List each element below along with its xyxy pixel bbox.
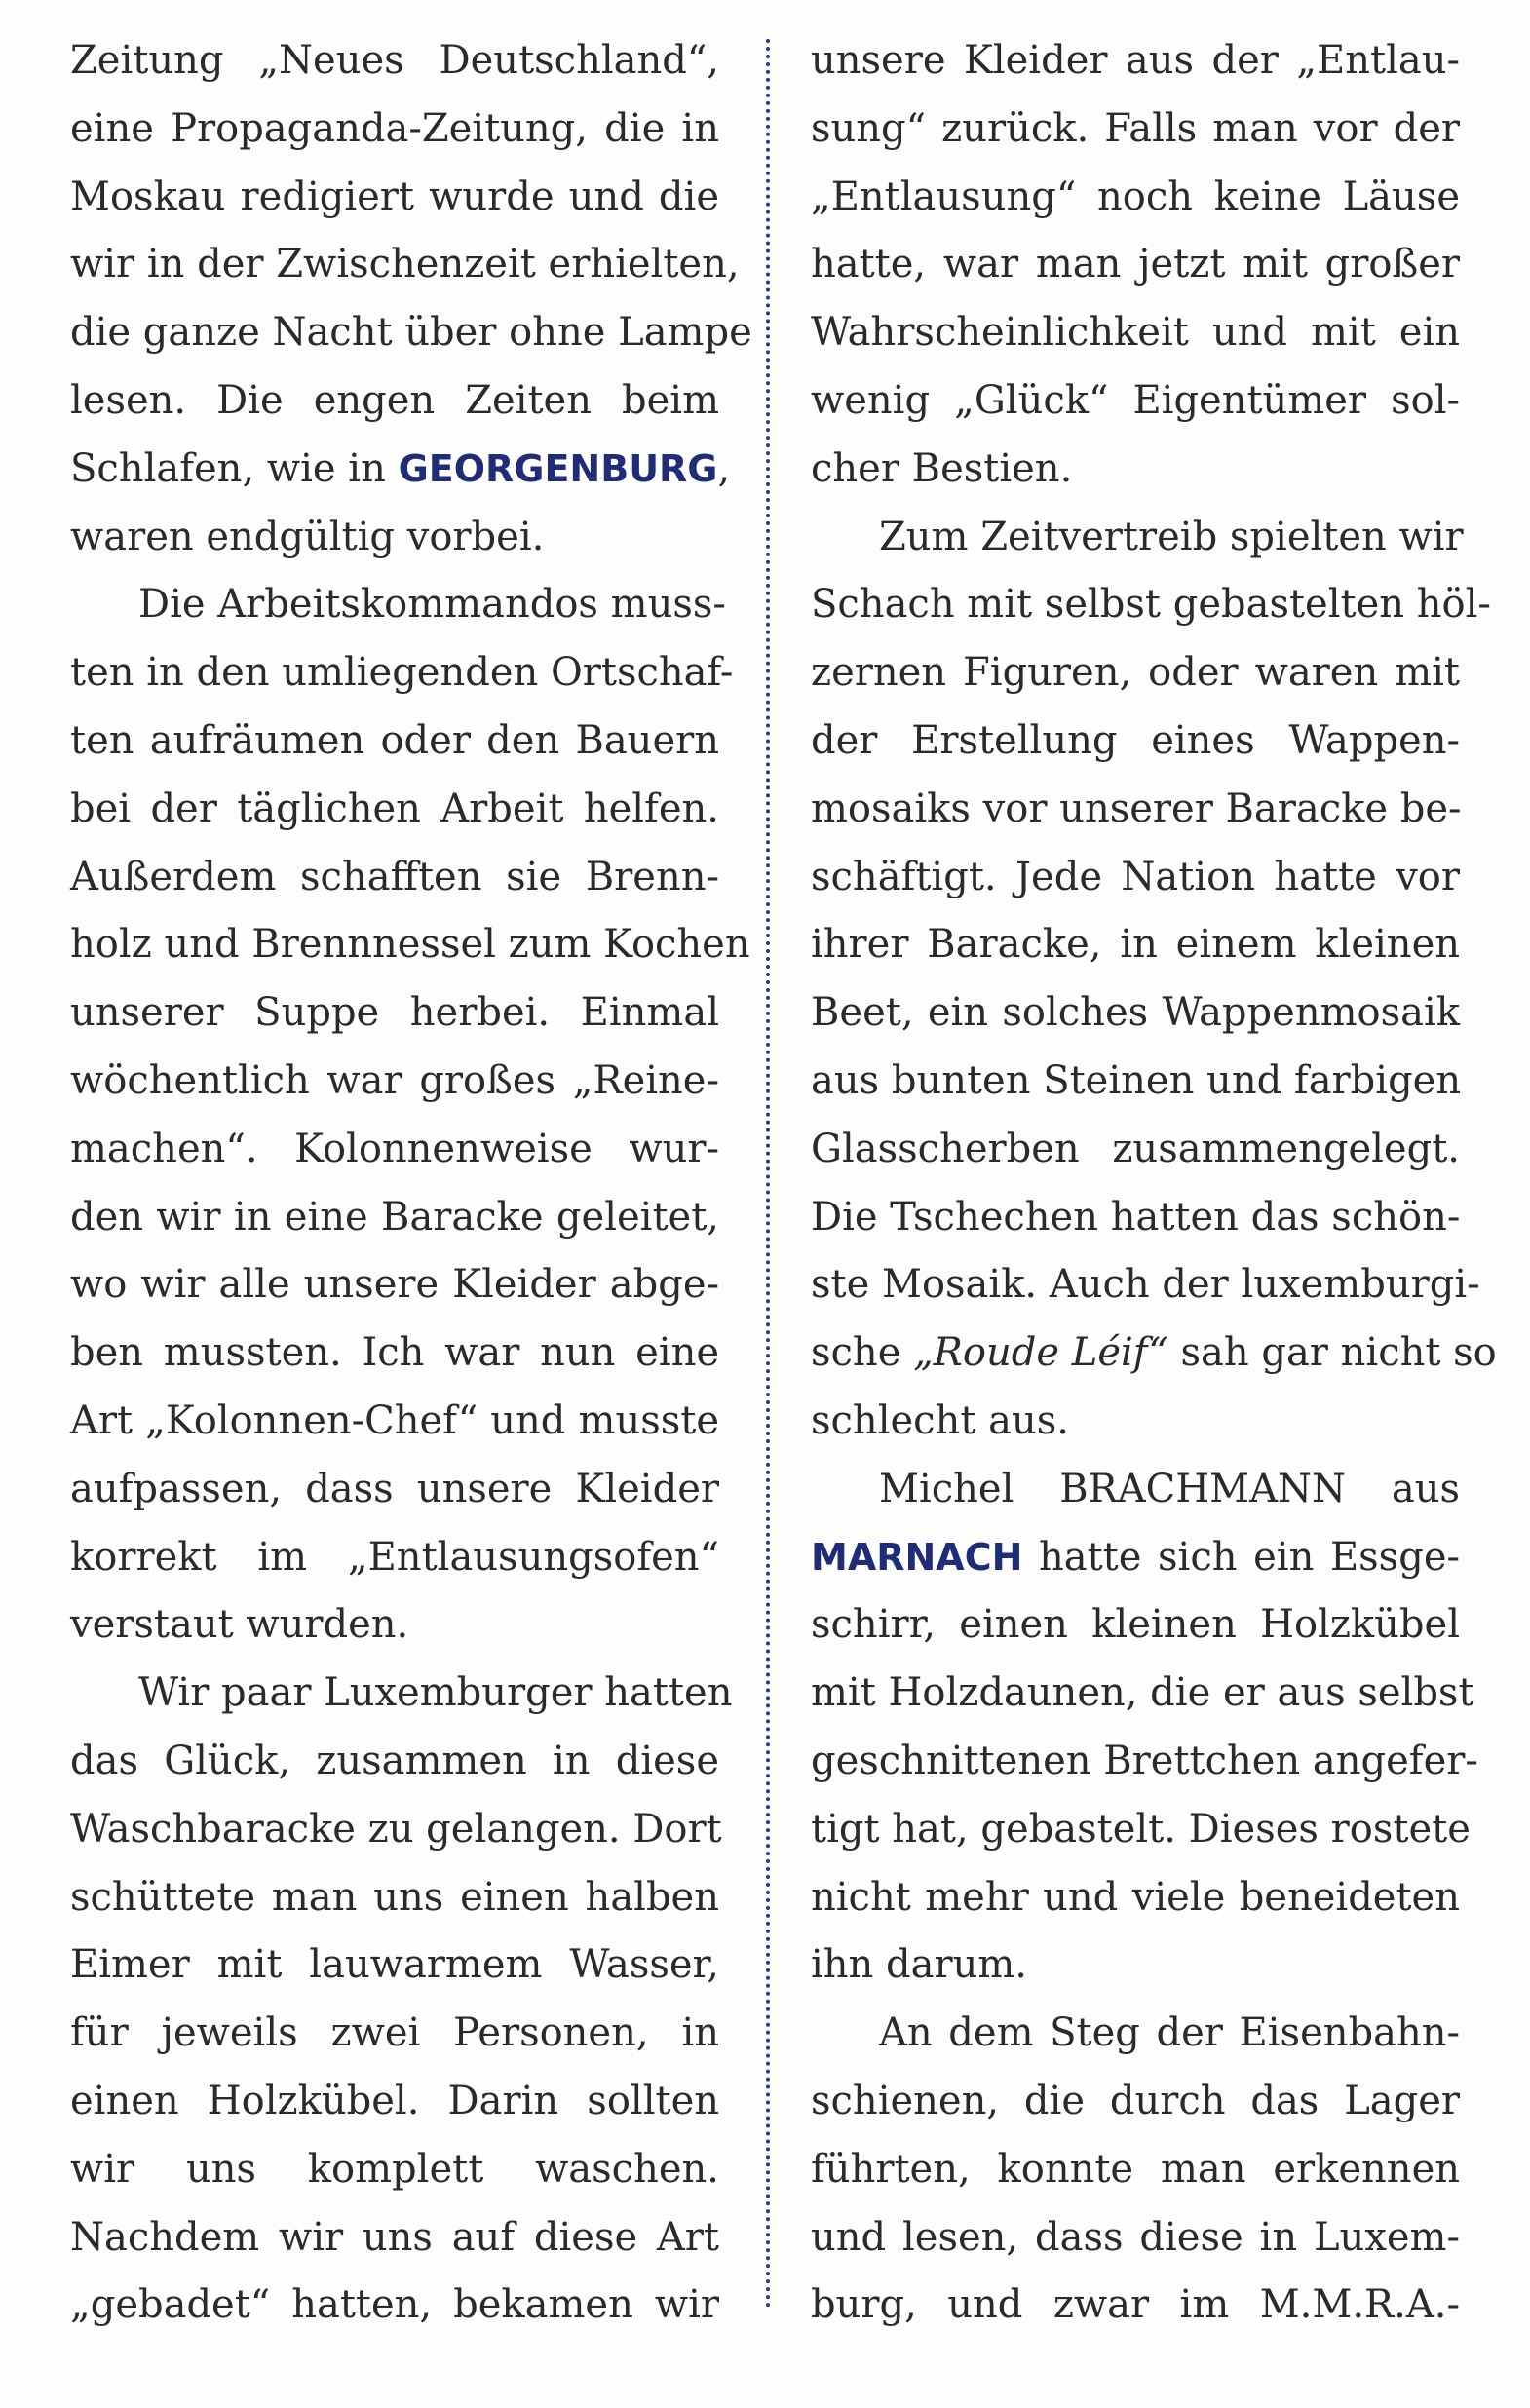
text-line: „Entlausung“ noch keine Läuse — [811, 173, 1460, 219]
text-line-with-place — [70, 436, 731, 504]
text-line: bei der täglichen Arbeit helfen. — [70, 785, 719, 831]
text-line: wir in der Zwischenzeit erhielten, — [70, 242, 740, 287]
column-divider — [766, 39, 770, 2310]
paragraph-end-line: cher Bestien. — [811, 445, 1073, 491]
text-line: aufpassen, dass unsere Kleider — [70, 1466, 719, 1511]
text-line: mosaiks vor unserer Baracke be- — [811, 785, 1462, 831]
text-line: zernen Figuren, oder waren mit — [811, 650, 1460, 696]
paragraph-start-line: Wir paar Luxemburger hatten — [138, 1670, 733, 1716]
text-fragment: sah gar nicht so — [1167, 1330, 1497, 1376]
text-line: schirr, einen kleinen Holzkübel — [811, 1602, 1460, 1648]
text-line: wöchentlich war großes „Reine- — [70, 1057, 719, 1103]
text-line: Die Tschechen hatten das schön- — [811, 1194, 1461, 1240]
text-line: aus bunten Steinen und farbigen — [811, 1057, 1462, 1103]
text-line: und lesen, dass diese in Luxem- — [811, 2214, 1460, 2260]
text-line: mit Holzdaunen, die er aus selbst — [811, 1670, 1474, 1716]
text-line: ihrer Baracke, in einem kleinen — [811, 922, 1460, 968]
text-line: den wir in eine Baracke geleitet, — [70, 1194, 719, 1240]
text-line: Außerdem schafften sie Brenn- — [70, 854, 719, 899]
text-line: eine Propaganda-Zeitung, die in — [70, 105, 719, 151]
text-line: Wahrscheinlichkeit und mit ein — [811, 310, 1460, 356]
text-line: Waschbaracke zu gelangen. Dort — [70, 1806, 722, 1852]
text-fragment: hatte sich ein Essge- — [1022, 1534, 1460, 1580]
text-line: Eimer mit lauwarmem Wasser, — [70, 1942, 719, 1988]
text-fragment: , — [717, 445, 731, 491]
text-line: wenig „Glück“ Eigentümer sol- — [811, 377, 1460, 423]
text-line: wo wir alle unsere Kleider abge- — [70, 1262, 719, 1308]
text-line: Zeitung „Neues Deutschland“, — [70, 38, 719, 83]
text-line: schüttete man uns einen halben — [70, 1874, 719, 1920]
text-line: ten aufräumen oder den Bauern — [70, 717, 719, 763]
text-line: schäftigt. Jede Nation hatte vor — [811, 854, 1460, 899]
text-line: „gebadet“ hatten, bekamen wir — [70, 2282, 719, 2328]
text-line: der Erstellung eines Wappen- — [811, 717, 1460, 763]
text-line: das Glück, zusammen in diese — [70, 1738, 719, 1783]
text-line: für jeweils zwei Personen, in — [70, 2010, 719, 2056]
text-fragment: Schlafen, wie in — [70, 445, 399, 491]
text-line: führten, konnte man erkennen — [811, 2146, 1460, 2192]
text-line: einen Holzkübel. Darin sollten — [70, 2078, 719, 2123]
text-line: die ganze Nacht über ohne Lampe — [70, 310, 752, 356]
text-line: korrekt im „Entlausungsofen“ — [70, 1534, 719, 1580]
text-line: unsere Kleider aus der „Entlau- — [811, 38, 1460, 83]
text-line: ben mussten. Ich war nun eine — [70, 1330, 719, 1376]
text-line: ste Mosaik. Auch der luxemburgi- — [811, 1262, 1480, 1308]
left-column — [70, 27, 752, 2340]
text-line: burg, und zwar im M.M.R.A.- — [811, 2282, 1460, 2328]
text-line: ten in den umliegenden Ortschaf- — [70, 650, 734, 696]
text-line: holz und Brennnessel zum Kochen — [70, 922, 750, 968]
paragraph-end-line: ihn darum. — [811, 1942, 1028, 1988]
paragraph-start-line: Zum Zeitvertreib spielten wir — [879, 514, 1464, 559]
paragraph-end-line: waren endgültig vorbei. — [70, 514, 545, 559]
text-line: Art „Kolonnen-Chef“ und musste — [70, 1397, 719, 1443]
text-line: Beet, ein solches Wappenmosaik — [811, 990, 1460, 1036]
text-line: sung“ zurück. Falls man vor der — [811, 105, 1460, 151]
text-line: wir uns komplett waschen. — [70, 2146, 719, 2192]
paragraph-start-line: An dem Steg der Eisenbahn- — [879, 2010, 1460, 2056]
text-line: schienen, die durch das Lager — [811, 2078, 1460, 2123]
text-line-with-place — [811, 1524, 1460, 1592]
paragraph-start-line: Michel BRACHMANN aus — [879, 1466, 1460, 1511]
text-line: hatte, war man jetzt mit großer — [811, 242, 1460, 287]
text-line: nicht mehr und viele beneideten — [811, 1874, 1460, 1920]
paragraph-end-line: verstaut wurden. — [70, 1602, 409, 1648]
place-name-georgenburg: GEORGENBURG — [398, 446, 718, 490]
right-column — [811, 27, 1497, 2340]
text-line: machen“. Kolonnenweise wur- — [70, 1126, 719, 1171]
text-line: geschnittenen Brettchen angefer- — [811, 1738, 1478, 1783]
text-line-with-italic — [811, 1319, 1497, 1388]
text-line: Nachdem wir uns auf diese Art — [70, 2214, 719, 2260]
text-line: tigt hat, gebastelt. Dieses rostete — [811, 1806, 1471, 1852]
text-fragment: sche — [811, 1330, 914, 1376]
text-line: unserer Suppe herbei. Einmal — [70, 990, 719, 1036]
paragraph-start-line: Die Arbeitskommandos muss- — [138, 582, 726, 628]
text-line: lesen. Die engen Zeiten beim — [70, 377, 719, 423]
text-line: Glasscherben zusammengelegt. — [811, 1126, 1460, 1171]
text-line: Moskau redigiert wurde und die — [70, 173, 719, 219]
place-name-marnach: MARNACH — [811, 1535, 1023, 1579]
paragraph-end-line: schlecht aus. — [811, 1397, 1069, 1443]
text-line: Schach mit selbst gebastelten höl- — [811, 582, 1491, 628]
roude-leif-emphasis: „Roude Léif“ — [913, 1330, 1168, 1376]
